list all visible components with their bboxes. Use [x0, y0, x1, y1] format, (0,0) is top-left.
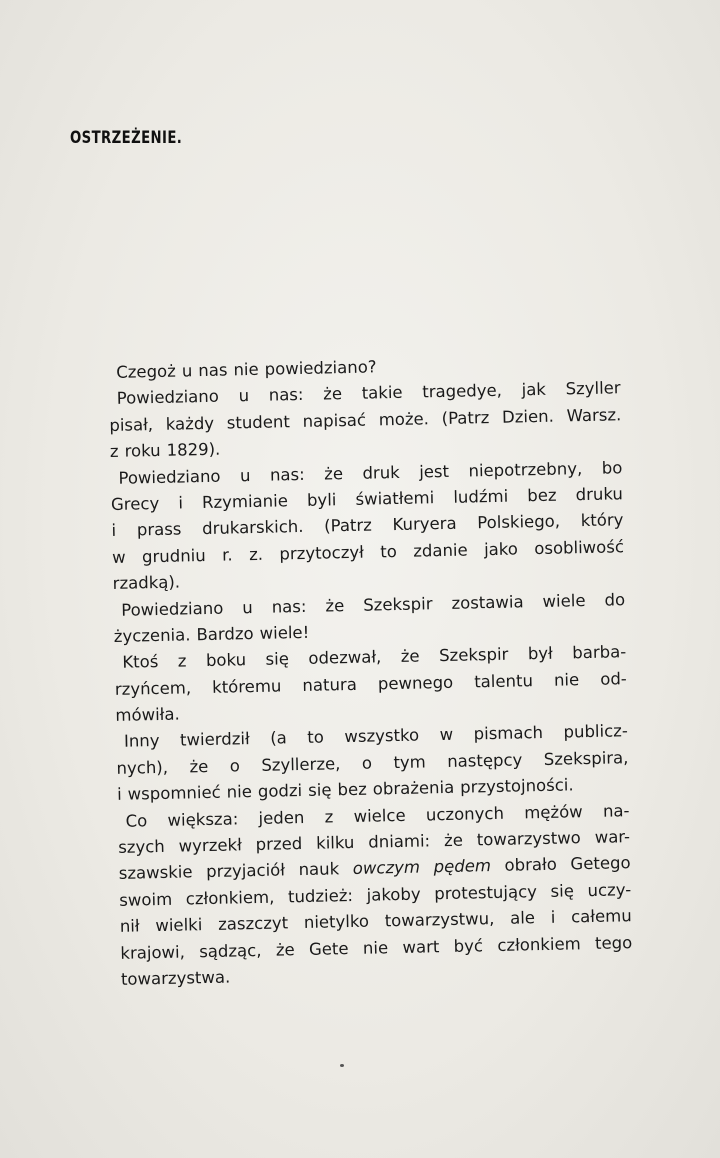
word: się — [550, 881, 575, 901]
word: który — [580, 510, 624, 531]
word: student — [226, 411, 291, 433]
word: że — [275, 939, 295, 960]
word: wiele! — [259, 622, 310, 643]
word: nas: — [268, 385, 304, 406]
word: nas: — [269, 464, 305, 485]
word: ludźmi — [453, 486, 509, 507]
word: talentu — [474, 670, 534, 692]
word: boku — [205, 650, 247, 671]
word: wiele — [542, 590, 586, 611]
word: Powiedziano — [118, 466, 221, 488]
word: światłemi — [355, 488, 435, 509]
word: Powiedziano — [121, 598, 224, 620]
word: pisał, — [109, 414, 154, 435]
word: sądząc, — [199, 940, 262, 961]
word: Gete — [308, 938, 349, 959]
word: Co — [125, 810, 148, 831]
word: protestujący — [434, 881, 538, 904]
word: (Patrz — [323, 515, 373, 536]
word: niepotrzebny, — [468, 458, 583, 481]
word: i — [550, 907, 556, 928]
word: Grecy — [110, 493, 160, 514]
word: tudzież: — [287, 885, 354, 907]
word: był — [527, 644, 553, 664]
word: 1829). — [166, 439, 221, 460]
word: i — [116, 785, 122, 805]
word: przyjaciół — [205, 860, 286, 882]
word: pewnego — [377, 672, 454, 694]
body-text — [108, 349, 633, 993]
word: mężów — [523, 801, 583, 823]
word: wielce — [353, 805, 406, 826]
word: zostawia — [451, 591, 524, 613]
word: że — [325, 595, 345, 616]
word: może. — [378, 409, 430, 430]
word: któremu — [211, 676, 282, 697]
word: nie — [553, 669, 580, 690]
word: i — [111, 521, 117, 541]
word: jakoby — [366, 884, 421, 905]
word: Inny — [123, 731, 160, 752]
word: na- — [602, 800, 630, 821]
word: Szyllerze, — [261, 754, 341, 775]
word: dniami: — [368, 831, 431, 852]
word: towarzystwa. — [120, 967, 231, 989]
word: napisać — [302, 410, 367, 431]
word: (Patrz — [441, 407, 490, 428]
word: powiedziano? — [264, 357, 377, 379]
word: od- — [600, 668, 627, 689]
word: z — [324, 807, 334, 827]
word: członkiem — [497, 933, 581, 955]
word: członkiem, — [185, 887, 275, 909]
word: nauk — [298, 859, 340, 880]
word: o — [361, 753, 373, 773]
word: swoim — [119, 889, 173, 910]
word: jest — [419, 461, 450, 482]
word: szawskie — [118, 862, 193, 884]
word: nie — [362, 937, 389, 958]
word: u — [239, 465, 251, 485]
word: że — [189, 756, 209, 777]
word: osobliwość — [534, 536, 625, 558]
word: jako — [483, 539, 519, 559]
word: towarzystwu, — [384, 909, 495, 931]
word: życzenia. — [113, 625, 191, 646]
word: mówiła. — [115, 704, 180, 725]
word: wart — [402, 936, 440, 957]
word: bez — [527, 485, 557, 506]
word: rzyńcem, — [114, 678, 192, 699]
word: Czegoż — [116, 361, 177, 382]
word: tym — [393, 752, 426, 772]
word: Dzien. — [501, 406, 555, 427]
word: u — [181, 361, 193, 381]
word: następcy — [447, 750, 523, 771]
word: takie — [361, 383, 403, 404]
word: kilku — [315, 832, 355, 853]
word: drukarskich. — [201, 517, 304, 539]
word: jak — [521, 380, 547, 400]
page-heading: OSTRZEŻENIE. — [70, 128, 183, 148]
word: to — [380, 541, 398, 562]
word: uczonych — [425, 803, 505, 825]
word: każdy — [165, 413, 215, 434]
word: Rzymianie — [201, 491, 289, 513]
word: Bardzo — [196, 623, 254, 645]
word: zdanie — [413, 540, 468, 561]
word: Getego — [570, 853, 631, 874]
word: w — [439, 725, 454, 745]
word: i — [178, 493, 184, 513]
word: publicz- — [563, 721, 629, 743]
ink-speck — [340, 1064, 344, 1067]
word: przytoczył — [279, 542, 365, 564]
word: ale — [509, 908, 536, 928]
word: Szekspir — [438, 644, 509, 666]
word: krajowi, — [120, 942, 186, 963]
word: byli — [306, 490, 337, 510]
word: się — [265, 649, 290, 670]
word: przystojności. — [460, 775, 574, 797]
word: z — [109, 441, 119, 462]
word: całemu — [570, 906, 632, 927]
word: Warsz. — [566, 405, 622, 426]
word: Szekspira, — [543, 748, 629, 769]
word: Szekspir — [363, 593, 433, 615]
word: nie — [233, 359, 259, 380]
word: wszystko — [344, 726, 420, 747]
word: uczy- — [587, 879, 632, 900]
word: u — [242, 597, 253, 617]
word: war- — [594, 827, 631, 847]
word: pędem — [433, 856, 492, 877]
word: r. — [221, 545, 233, 565]
word: godzi — [257, 781, 303, 802]
word: tragedye, — [422, 381, 503, 402]
word: do — [604, 589, 626, 610]
word: w — [111, 547, 126, 567]
word: wspomnieć — [127, 782, 221, 804]
word: druk — [362, 462, 400, 483]
word: Ktoś — [122, 652, 159, 673]
word: większa: — [167, 809, 239, 830]
word: obrało — [504, 855, 558, 876]
word: odezwał, — [308, 647, 382, 669]
word: owczym — [352, 858, 421, 879]
word: nas — [198, 360, 228, 381]
word: rzadką). — [112, 572, 181, 594]
word: u — [238, 386, 250, 406]
word: z — [177, 651, 187, 671]
word: natura — [302, 674, 358, 695]
word: że — [400, 646, 420, 667]
word: pismach — [473, 723, 544, 744]
word: nietylko — [303, 911, 370, 933]
word: przed — [255, 834, 303, 855]
word: z. — [248, 544, 264, 564]
word: wyrzekł — [178, 835, 242, 856]
word: że — [443, 830, 464, 851]
word: Kuryera — [392, 514, 457, 535]
word: bez — [337, 779, 367, 800]
word: Szyller — [565, 378, 621, 399]
word: twierdził — [179, 729, 250, 751]
word: obrażenia — [372, 778, 455, 799]
word: tego — [594, 932, 633, 953]
word: się — [307, 780, 332, 801]
word: jeden — [258, 807, 305, 828]
word: że — [323, 463, 344, 484]
word: nie — [226, 782, 253, 802]
word: Polskiego, — [477, 511, 561, 533]
word: Powiedziano — [116, 387, 220, 409]
word: bo — [601, 457, 623, 478]
word: to — [307, 728, 325, 748]
word: grudniu — [141, 545, 206, 567]
word: o — [229, 756, 241, 776]
word: roku — [124, 441, 161, 461]
word: że — [323, 384, 343, 404]
word: szych — [118, 836, 165, 857]
word: (a — [270, 728, 287, 749]
word: prass — [136, 519, 182, 540]
word: druku — [575, 484, 624, 505]
word: nych), — [116, 757, 169, 778]
word: zaszczyt — [217, 913, 289, 935]
word: wielki — [155, 915, 203, 936]
word: być — [453, 935, 484, 956]
word: barba- — [572, 642, 627, 663]
word: nas: — [271, 596, 307, 617]
word: towarzystwo — [476, 828, 581, 850]
word: nił — [119, 916, 140, 937]
